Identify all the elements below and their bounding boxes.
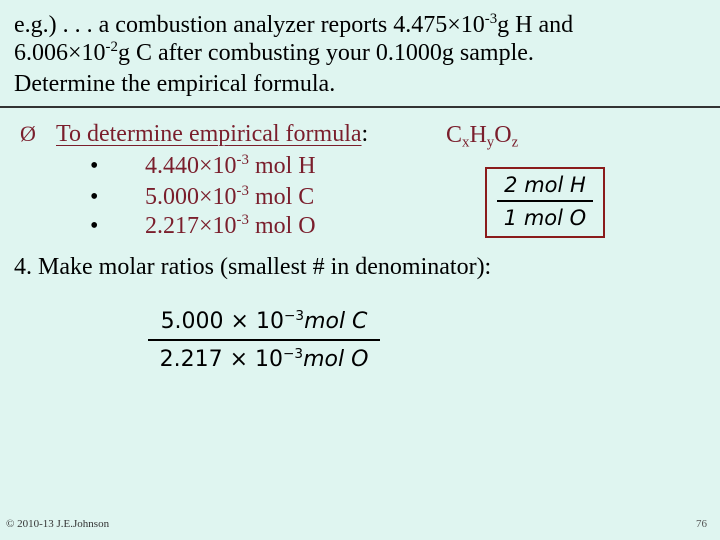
ratio-result-box [485,167,605,238]
section-heading [20,120,368,148]
bullet-mol-h [90,152,316,180]
problem-text: g H and [497,12,574,38]
bullet-unit: mol O [248,213,316,239]
formula-sub-z: z [511,134,519,151]
denominator-unit: mol O [303,346,369,372]
bullet-marker: • [90,184,99,210]
formula-c: C [446,122,463,148]
ratio-fraction [487,173,603,230]
problem-line-1 [14,12,573,38]
fraction-numerator [161,309,368,334]
problem-text: g C after combusting your 0.1000g sample. [117,40,534,66]
ratio-denominator: 1 mol O [503,205,587,230]
formula-h: H [469,122,487,148]
exponent: −3 [283,345,304,362]
bullet-mol-c [90,183,314,211]
copyright-notice: © 2010-13 J.E.Johnson [6,518,110,530]
ratio-numerator: 2 mol H [504,173,586,197]
problem-line-2 [14,40,534,66]
problem-text: 6.006×10 [14,40,106,66]
bullet-marker: • [90,213,99,239]
exponent: -3 [484,11,498,28]
problem-line-3: Determine the empirical formula. [14,71,336,97]
denominator-coefficient: 2.217 × 10 [159,346,283,372]
exponent: -3 [236,183,249,200]
bullet-value: 4.440×10 [145,153,237,179]
problem-text: e.g.) . . . a combustion analyzer reports 4.475×10 [14,12,485,38]
fraction-denominator [160,347,369,372]
step-4-instruction: 4. Make molar ratios (smallest # in denominator): [14,254,492,280]
exponent: -2 [105,39,118,56]
bullet-mol-o [90,212,316,240]
heading-colon: : [361,121,369,147]
molar-ratio-fraction [148,309,380,372]
fraction [148,309,380,372]
numerator-coefficient: 5.000 × 10 [160,309,284,334]
bullet-marker: • [90,153,99,179]
fraction-bar [148,339,380,341]
bullet-unit: mol H [248,153,316,179]
formula-o: O [494,122,512,148]
bullet-value: 2.217×10 [145,213,237,239]
formula-sub-x: x [462,134,470,151]
page-number: 76 [696,518,707,530]
bullet-value: 5.000×10 [145,184,237,210]
exponent: −3 [283,307,305,324]
heading-text: To determine empirical formula [56,121,362,147]
bullet-unit: mol C [248,184,315,210]
arrow-bullet-icon: Ø [20,121,36,146]
formula-sub-y: y [486,134,495,151]
fraction-bar [497,200,593,202]
exponent: -3 [236,152,249,169]
exponent: -3 [236,212,249,229]
empirical-formula-general [446,122,518,149]
divider [0,106,720,108]
numerator-unit: mol C [304,309,368,334]
